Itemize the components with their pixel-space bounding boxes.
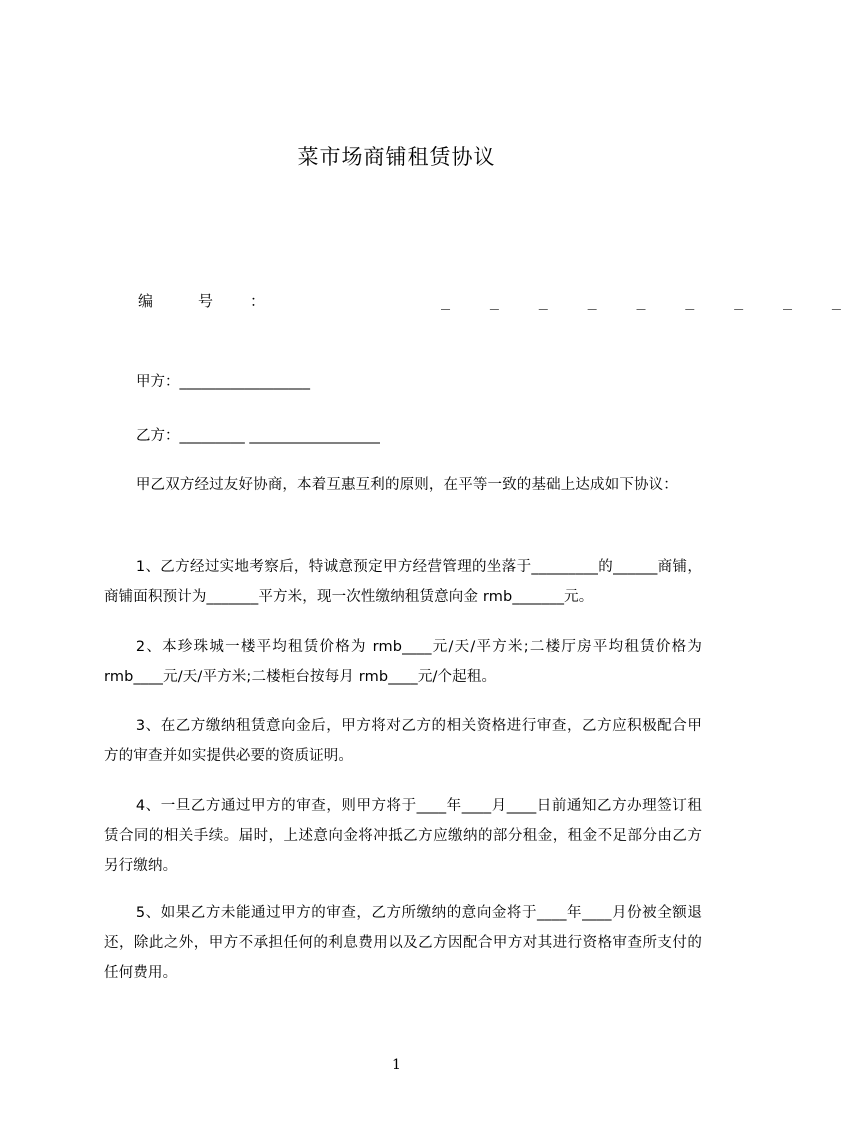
document-title: 菜市场商铺租赁协议 [297, 145, 496, 169]
number-label-char-2: 号 [198, 292, 214, 310]
number-blank: _ [538, 292, 548, 310]
contract-number-blanks [441, 291, 841, 311]
clause-5-paragraph: 5、如果乙方未能通过甲方的审查，乙方所缴纳的意向金将于____年____月份被全额退还，除此之外，甲方不承担任何的利息费用以及乙方因配合甲方对其进行资格审查所支付的任何费用。 [104, 905, 702, 981]
number-blank: _ [441, 292, 451, 310]
party-b-line: 乙方：_________ __________________ [136, 428, 380, 444]
contract-number-row [138, 291, 841, 311]
clause-1-paragraph: 1、乙方经过实地考察后，特诚意预定甲方经营管理的坐落于_________的______商铺，商铺面积预计为_______平方米，现一次性缴纳租赁意向金 rmb_______元。 [104, 559, 702, 605]
clause-4-paragraph: 4、一旦乙方通过甲方的审查，则甲方将于____年____月____日前通知乙方办理签订租赁合同的相关手续。届时，上述意向金将冲抵乙方应缴纳的部分租金，租金不足部分由乙方另行缴纳。 [104, 798, 702, 874]
clause-3-paragraph: 3、在乙方缴纳租赁意向金后，甲方将对乙方的相关资格进行审查，乙方应积极配合甲 方的审查并如实提供必要的资质证明。 [104, 718, 702, 764]
intro-paragraph: 甲乙双方经过友好协商，本着互惠互利的原则，在平等一致的基础上达成如下协议： [135, 477, 678, 493]
number-label-char-1: 编 [138, 292, 154, 310]
party-a-line: 甲方：__________________ [136, 374, 310, 390]
number-blank: _ [831, 292, 841, 310]
number-blank: _ [783, 292, 793, 310]
number-blank: _ [734, 292, 744, 310]
number-blank: _ [489, 292, 499, 310]
clause-2-paragraph: 2、本珍珠城一楼平均租赁价格为 rmb____元/天/平方米;二楼厅房平均租赁价格为 rmb____元/天/平方米;二楼柜台按每月 rmb____元/个起租。 [104, 639, 702, 685]
page-number: 1 [392, 1057, 401, 1073]
number-blank: _ [587, 292, 597, 310]
number-colon: ： [250, 292, 266, 310]
number-blank: _ [685, 292, 695, 310]
number-blank: _ [636, 292, 646, 310]
